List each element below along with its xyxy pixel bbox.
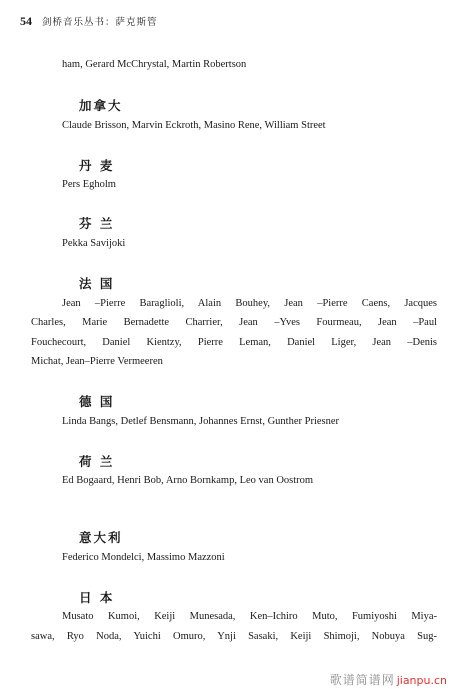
name-line: Jean –Pierre Baraglioli, Alain Bouhey, Jean –Pierre Caens, Jacques xyxy=(62,298,437,309)
name-line: Pers Egholm xyxy=(62,179,116,190)
name-line: Pekka Savijoki xyxy=(62,238,126,249)
name-line: Michat, Jean–Pierre Vermeeren xyxy=(31,356,163,367)
name-line: Charles, Marie Bernadette Charrier, Jean –Yves Fourmeau, Jean –Paul xyxy=(31,317,437,328)
page-header xyxy=(20,14,158,29)
name-line: Federico Mondelci, Massimo Mazzoni xyxy=(62,552,225,563)
watermark-text: 歌谱简谱网 xyxy=(329,673,395,687)
country-heading-denmark: 丹 麦 xyxy=(79,158,115,173)
name-line: Claude Brisson, Marvin Eckroth, Masino Rene, William Street xyxy=(62,120,326,131)
country-heading-france: 法 国 xyxy=(79,276,115,291)
site-watermark xyxy=(330,671,447,688)
continued-name-line: ham, Gerard McChrystal, Martin Robertson xyxy=(62,59,247,70)
country-heading-japan: 日 本 xyxy=(79,590,115,605)
name-line: Linda Bangs, Detlef Bensmann, Johannes Ernst, Gunther Priesner xyxy=(62,416,340,427)
watermark-url: jianpu.cn xyxy=(396,674,447,687)
country-heading-italy: 意大利 xyxy=(79,530,123,545)
page-number: 54 xyxy=(20,14,32,28)
country-heading-canada: 加拿大 xyxy=(79,98,123,113)
country-heading-finland: 芬 兰 xyxy=(79,216,115,231)
name-line: Fouchecourt, Daniel Kientzy, Pierre Leman, Daniel Liger, Jean –Denis xyxy=(31,337,437,348)
name-line: sawa, Ryo Noda, Yuichi Omuro, Ynji Sasaki, Keiji Shimoji, Nobuya Sug- xyxy=(31,631,437,642)
country-heading-germany: 德 国 xyxy=(79,394,115,409)
running-title: 剑桥音乐丛书：萨克斯管 xyxy=(42,17,158,28)
country-heading-netherlands: 荷 兰 xyxy=(79,454,115,469)
name-line: Ed Bogaard, Henri Bob, Arno Bornkamp, Leo van Oostrom xyxy=(62,475,314,486)
name-line: Musato Kumoi, Keiji Munesada, Ken–Ichiro Muto, Fumiyoshi Miya- xyxy=(62,611,437,622)
